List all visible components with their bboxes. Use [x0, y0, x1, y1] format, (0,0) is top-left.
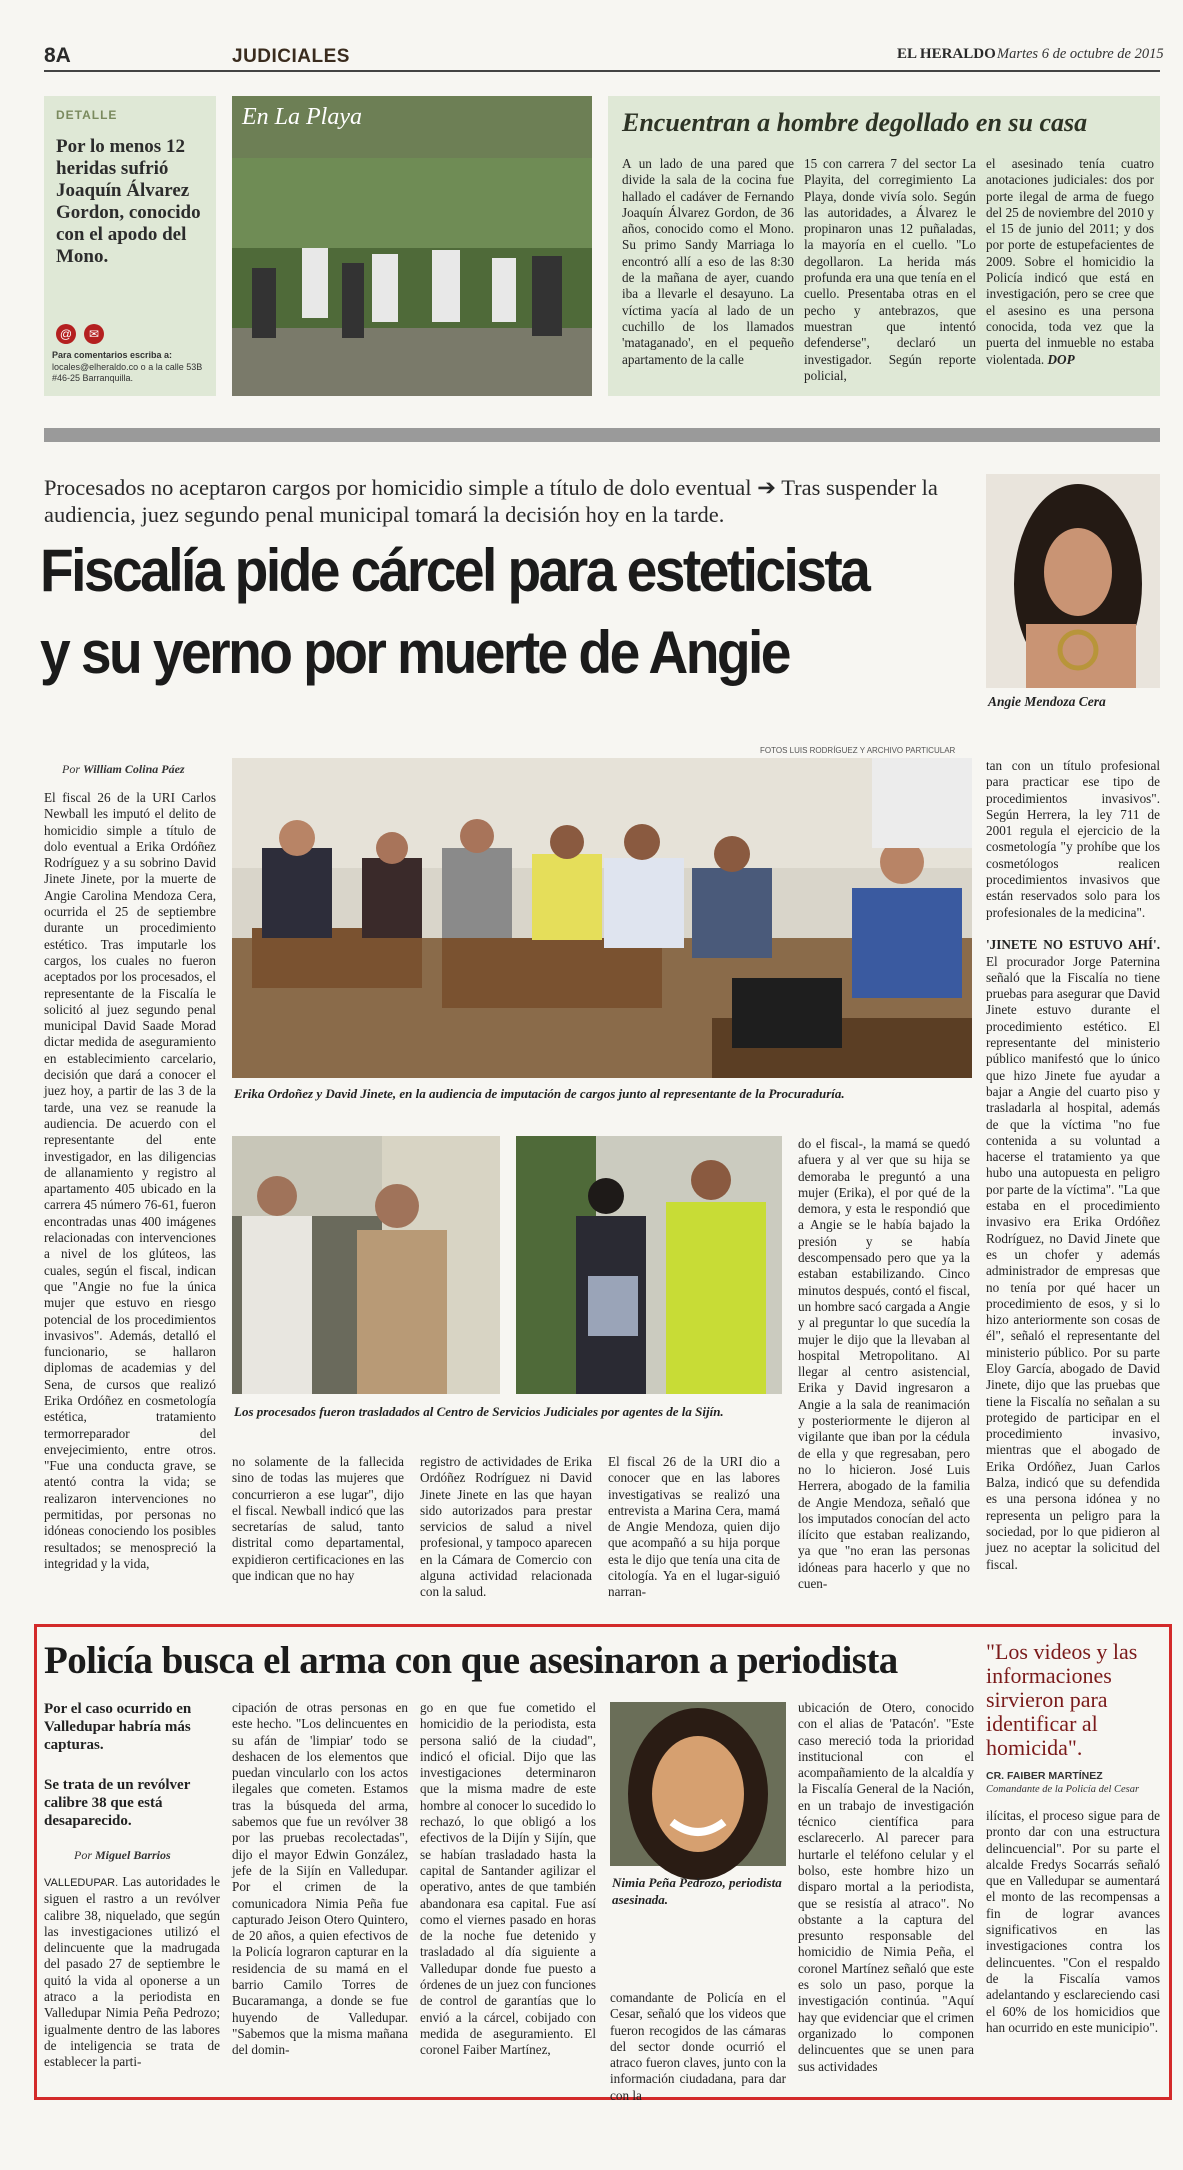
detail-sidebar [44, 96, 216, 396]
quote-role: Comandante de la Policía del Cesar [986, 1784, 1140, 1795]
pull-quote: "Los videos y las informaciones sirvieron para identificar al homicida". [986, 1639, 1138, 1760]
hearing-photo-image [232, 758, 972, 1078]
bottom-col-1: VALLEDUPAR. Las autoridades le siguen el rastro a un revólver calibre 38, niquelado, que según las investigaciones utilizó el delincuente que la madrugada del pasado 27 de septiembre le quitó la vida al oponerse a un atraco a la periodista en Valledupar Nimia Peña Pedrozo; igualmente dentro de las labores de inteligencia se trata de establecer la parti- [44, 1874, 220, 2070]
transfer-photo-left [232, 1136, 500, 1394]
bottom-col-3: go en que fue cometido el homicidio de la periodista, esta persona salió de la ciudad", indicó el oficial. Dijo que las investigaciones determinaron que la misma madre de este hombre al conocer lo sucedido lo rechazó, lo que obligó a los efectivos de la Dijín y Sijín, que se habían trasladado hasta la capital de Santander agilizar el operativo, antes de que también abandonara esa capital. Fue así como el viernes pasado en horas de la noche fue detenido y trasladado al día siguiente a Valledupar donde fue puesto a órdenes de un juez con funciones de control de garantías que lo envió a la cárcel, cobijado con medida de aseguramiento. El coronel Faiber Martínez, [420, 1700, 596, 2058]
main-col-2: no solamente de la fallecida sino de todas las mujeres que concurrieron a ese lugar", dijo el fiscal. Newball indicó que las secretarías de salud, tanto distrital como departamental, expidieron certificaciones en las que indican que no hay [232, 1454, 404, 1584]
bottom-byline: Por Miguel Barrios [74, 1848, 171, 1862]
top-story-signature: DOP [1047, 351, 1075, 367]
section-title: JUDICIALES [232, 46, 350, 67]
detail-text: Por lo menos 12 heridas sufrió Joaquín Álvarez Gordon, conocido con el apodo del Mono. [56, 136, 201, 267]
contact-text: locales@elheraldo.co o a la calle 53B #46-25 Barranquilla. [52, 362, 203, 383]
transfer-photo-right [516, 1136, 782, 1394]
top-story-col-2: 15 con carrera 7 del sector La Playita, del corregimiento La Playa, donde vivía solo. Según las autoridades, a Álvarez le propinaron unas 12 puñaladas, la mayoría en el cuello. "Lo degollaron. La herida más profunda era una que tenía en el cuello. Presentaba otras en el pecho y antebrazos, que muestran que intentó defenderse", declaró un investigador. Según reporte policial, [804, 156, 976, 383]
mail-icon: ✉ [84, 324, 104, 344]
main-col-6: tan con un título profesional para practicar ese tipo de procedimientos invasivos". Según Herrera, la ley 711 de 2001 regula el ejercicio de la cosmetología "y prohíbe que los cosmetólogos realicen procedimientos invasivos que están reservados solo para los profesionales de la medicina". 'JINETE NO ESTUVO AHÍ'. El procurador Jorge Paternina señaló que la Fiscalía no tiene pruebas para asegurar que David Jinete estuvo durante el procedimiento estético. El representante del ministerio público manifestó que lo único que hizo Jinete fue ayudar a bajar a Angie del cuarto piso y trasladarla al hospital, además de que la víctima "no fue contenida a su voluntad a hacerse el tratamiento ya que hubo una autopuesta en peligro por parte de la víctima". "La que estaba en el procedimiento invasivo era Erika Ordóñez Rodríguez, no David Jinete que es un chofer y además administrador de empresas que no tenía por qué hacer un procedimiento de esos, y si lo hizo anteriormente son cosas de él", señaló el representante del ministerio público. Por su parte Eloy García, abogado de David Jinete, dijo que las pruebas que tiene la Fiscalía no señalan a su protegido de participar en el procedimiento invasivo, mientras que el abogado de Erika Ordóñez, Juan Carlos Balza, indicó que su defendida es una persona idónea y no representa un peligro para la sociedad, por lo que pidieron al juez no aceptar la solicitud del fiscal. [986, 758, 1160, 1572]
top-story-headline: Encuentran a hombre degollado en su casa [622, 108, 1088, 137]
top-story-box [608, 96, 1160, 396]
quote-author: CR. FAIBER MARTÍNEZ [986, 1770, 1103, 1782]
main-col-4: El fiscal 26 de la URI dio a conocer que en las labores investigativas se realizó una entrevista a Marina Cera, mamá de Angie Mendoza, quien dijo que acompañó a su hija porque esta le dijo que tenía una cita de citología. Ya en el lugar-siguió narran- [608, 1454, 780, 1600]
bottom-col-6: ilícitas, el proceso sigue para de pronto dar con una estructura delincuencial". Por su parte el alcalde Fredys Socarrás señaló que en Valledupar se aumentará el monto de las recompensas a fin de lograr avances significativos en las investigaciones contra los delincuentes. "Con el respaldo de la Fiscalía vamos adelantando y esclareciendo casi el 60% de los homicidios que han ocurrido en este municipio". [986, 1808, 1160, 2035]
main-col-3: registro de actividades de Erika Ordóñez Rodríguez ni David Jinete Jinete en las que hayan sido autorizados para prestar servicios de salud a nivel profesional, y tampoco aparecen en la Cámara de Comercio con alguna actividad relacionada con la salud. [420, 1454, 592, 1600]
bottom-col-5: ubicación de Otero, conocido con el alias de 'Patacón'. "Este caso mereció toda la prioridad institucional con el acompañamiento de la alcaldía y la Fiscalía General de la Nación, en un trabajo de investigación técnico científica para esclarecerlo. Al parecer para hurtarle el teléfono celular y el bolso, este hombre hizo un disparo mortal a la periodista, que se resistía al atraco". No obstante a la captura del presunto responsable del homicidio de Nimia Peña, el coronel Martínez señaló que este es solo un paso, porque la investigación continúa. "Aquí hay que evidenciar que el crimen organizado lo componen delincuentes que se unen para sus actividades [798, 1700, 974, 2074]
bottom-col-2: cipación de otras personas en este hecho. "Los delincuentes en su afán de 'limpiar' todo se deshacen de los elementos que puedan vincularlo con los actos ilegales que cometen. Estamos tras la búsqueda del arma, sabemos que fue un revólver 38 por las pruebas recolectadas", dijo el mayor Edwin González, jefe de la Sijín en Valledupar. Por el crimen de la comunicadora Nimia Peña fue capturado Jeison Otero Quintero, de 20 años, a quien efectivos de la Policía lograron capturar en la residencia de su mamá en el barrio Camilo Torres de Bucaramanga, a donde se fue huyendo de Valledupar. "Sabemos que la misma mañana del domin- [232, 1700, 408, 2058]
bottom-dateline: VALLEDUPAR. [44, 1877, 119, 1889]
hearing-photo [232, 758, 972, 1078]
section-divider [44, 428, 1160, 442]
main-headline-line-2: y su yerno por muerte de Angie [40, 619, 789, 686]
col6-subhead: 'JINETE NO ESTUVO AHÍ'. [986, 937, 1160, 953]
beach-photo [232, 96, 592, 396]
bottom-headline: Policía busca el arma con que asesinaron a periodista [44, 1639, 898, 1682]
top-story-col-3: el asesinado tenía cuatro anotaciones judiciales: dos por porte ilegal de arma de fuego del 25 de noviembre del 2010 y el 15 de junio del 2011; y dos por porte de estupefacientes de 2009. Sobre el homicidio la Policía indicó que está en investigación, pero se cree que el asesino es una persona conocida, toda vez que la puerta del inmueble no estaba violentada. DOP [986, 156, 1154, 367]
nimia-portrait-image [610, 1702, 786, 1866]
bottom-col-4: comandante de Policía en el Cesar, señaló que los videos que fueron recogidos de las cámaras del sector donde ocurrió el atraco fueron claves, junto con la información ciudadana, para dar con la [610, 1990, 786, 2103]
angie-portrait [986, 474, 1160, 688]
issue-date: Martes 6 de octubre de 2015 [997, 46, 1164, 62]
beach-photo-image [232, 158, 592, 396]
nimia-portrait [610, 1702, 786, 1866]
transfer-photo-caption: Los procesados fueron trasladados al Centro de Servicios Judiciales por agentes de la Sijín. [234, 1404, 724, 1419]
main-deck: Procesados no aceptaron cargos por homicidio simple a título de dolo eventual ➔ Tras suspender la audiencia, juez segundo penal municipal tomará la decisión hoy en la tarde. [44, 475, 938, 527]
transfer-photo-left-image [232, 1136, 500, 1394]
main-col-5: do el fiscal-, la mamá se quedó afuera y al ver que su hija se demoraba le preguntó a una mujer (Erika), el por qué de la demora, y esta le respondió que a Angie se le había bajado la presión y se había descompensado pero que ya la estaban estabilizando. Cinco minutos después, contó el fiscal, un hombre sacó cargada a Angie y al preguntar lo que sucedía la mujer le dijo que la llevaban al hospital Metropolitano. Al llegar al centro asistencial, Erika y David ingresaron a Angie a la sala de reanimación y posteriormente le dijeron al vigilante que iban por la cédula de ella y que regresaban, pero no lo hicieron. José Luis Herrera, abogado de la familia de Angie Mendoza, señaló que los imputados conocían del acto ilícito que estaban realizando, ya que "no eran las personas idóneas para hacerlo y que no cuen- [798, 1136, 970, 1592]
transfer-photo-right-image [516, 1136, 782, 1394]
header-rule [44, 70, 1160, 72]
detail-tag: DETALLE [56, 108, 118, 122]
hearing-photo-caption: Erika Ordoñez y David Jinete, en la audiencia de imputación de cargos junto al representante de la Procuraduría. [234, 1086, 845, 1101]
at-icon: @ [56, 324, 76, 344]
contact-label: Para comentarios escriba a: [52, 350, 173, 360]
bottom-summary-1: Por el caso ocurrido en Valledupar habría más capturas. [44, 1701, 192, 1753]
main-byline: Por William Colina Páez [62, 762, 185, 776]
portrait-caption: Angie Mendoza Cera [988, 694, 1106, 709]
page-number: 8A [44, 44, 71, 67]
main-headline-line-1: Fiscalía pide cárcel para esteticista [40, 537, 869, 604]
angie-portrait-image [986, 474, 1160, 688]
main-col-1: El fiscal 26 de la URI Carlos Newball les imputó el delito de homicidio simple a título de dolo eventual a Erika Ordóñez Rodríguez y a su sobrino David Jinete Jinete, por la muerte de Angie Carolina Mendoza Cera, ocurrida el 25 de septiembre durante un procedimiento estético. Tras imputarle los cargos, los cuales no fueron aceptados por los procesados, el representante de la Fiscalía le solicitó al juez segundo penal municipal David Saade Morad dictar medida de aseguramiento en establecimiento carcelario, decisión que dará a conocer el juez hoy, a partir de las 3 de la tarde, una vez se reanude la audiencia. De acuerdo con el representante del ente investigador, en las diligencias de allanamiento y registro al apartamento 405 ubicado en la carrera 45 número 76-61, fueron encontradas unas 400 imágenes relacionadas con intervenciones a nivel de los glúteos, las cuales, según el fiscal, indican que "Angie no fue la única mujer que estuvo en riesgo potencial de los procedimientos invasivos". Además, detalló el funcionario, se hallaron diplomas de academias y del Sena, de cursos que realizó Erika Ordóñez en cosmetología estética, tratamiento termorreparador del envejecimiento, entre otros. "Fue una conducta grave, se atentó contra la vida; se realizaron intervenciones no permitidas, por personas no idóneas conociendo los posibles resultados; se menospreció la integridad y la vida, [44, 790, 216, 1571]
top-story-col-1: A un lado de una pared que divide la sala de la cocina fue hallado el cadáver de Fernando Joaquín Álvarez Gordon, de 36 años, conocido como el Mono. Su primo Sandy Marriaga lo encontró allí a eso de las 8:30 de la mañana de ayer, cuando iba a llevarle el desayuno. La víctima yacía al lado de un cuchillo de los llamados 'mataganado', en el pequeño apartamento de la calle [622, 156, 794, 367]
bottom-summary-2: Se trata de un revólver calibre 38 que está desaparecido. [44, 1777, 191, 1829]
paper-name: EL HERALDO [897, 46, 996, 62]
photo-credit: FOTOS LUIS RODRÍGUEZ Y ARCHIVO PARTICULAR [760, 746, 956, 755]
photo-banner: En La Playa [242, 104, 362, 130]
nimia-caption: Nimia Peña Pedrozo, periodista asesinada. [612, 1875, 782, 1907]
